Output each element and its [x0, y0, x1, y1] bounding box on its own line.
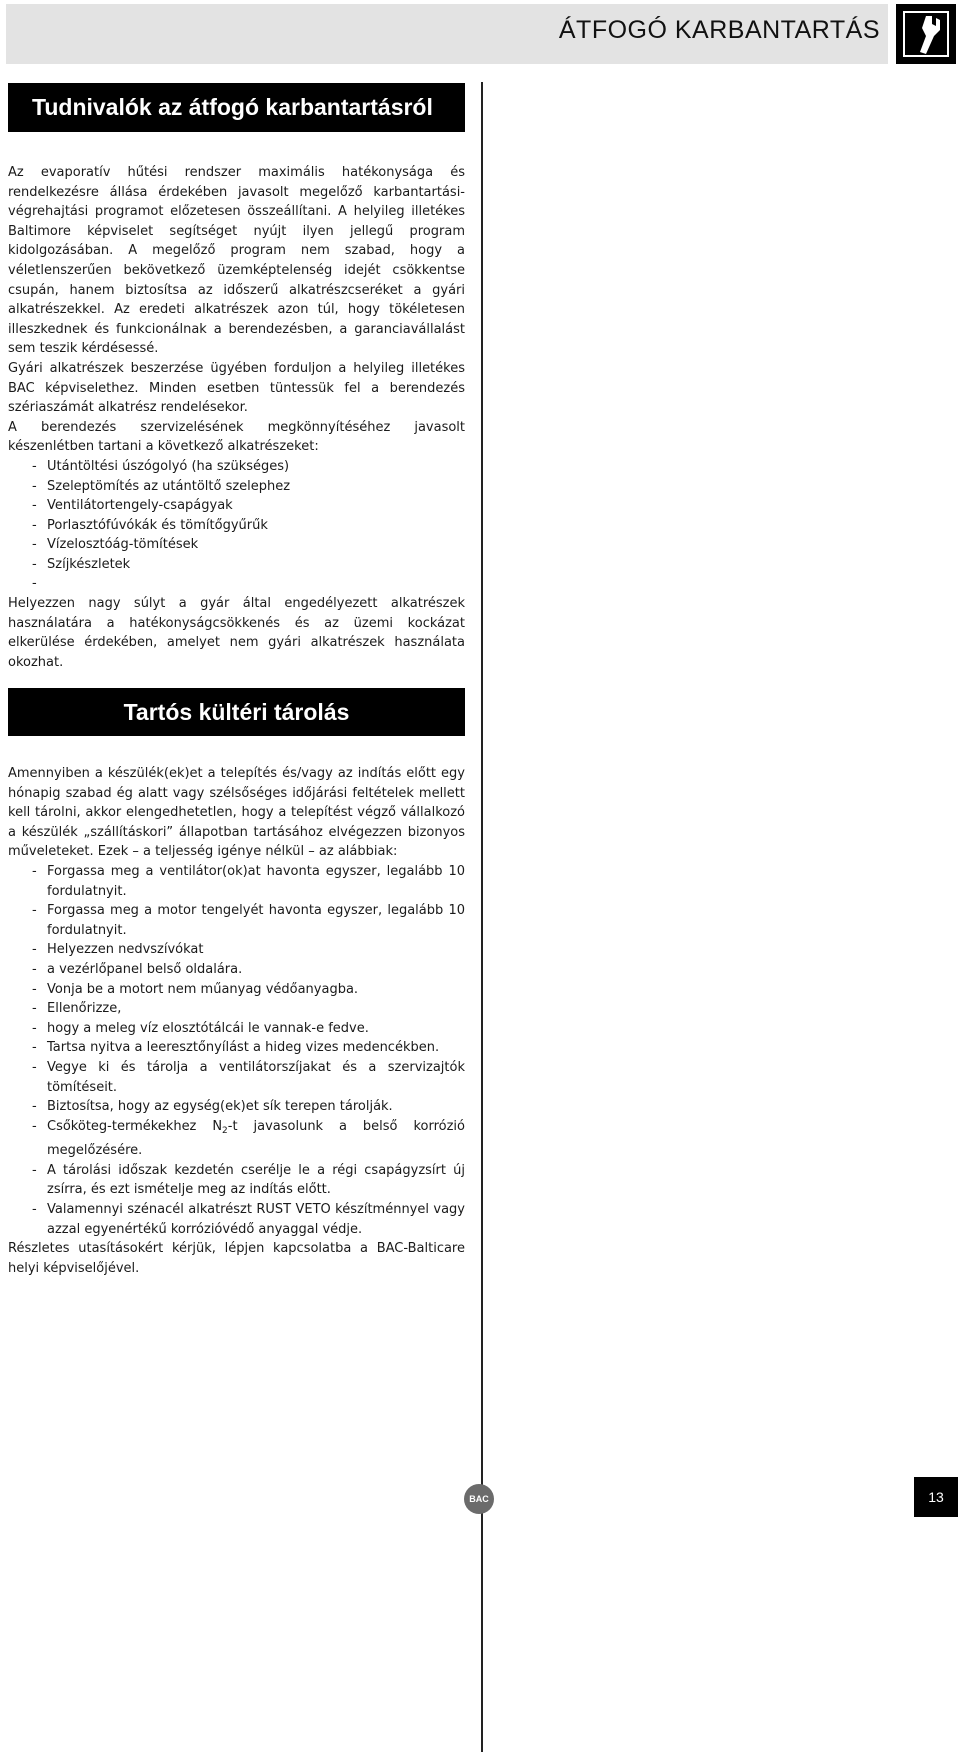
- list-item: - Forgassa meg a motor tengelyét havonta egyszer, legalább 10 fordulatnyit.: [8, 901, 465, 940]
- storage-section-body: [8, 764, 465, 1278]
- list-item: - Ellenőrizze,: [8, 999, 465, 1019]
- list-item: - Ventilátortengely-csapágyak: [8, 496, 465, 516]
- storage-paragraph-1: Amennyiben a készülék(ek)et a telepítés és/vagy az indítás előtt egy hónapig szabad ég alatt vagy szélsőséges időjárási feltételek mellett kell tárolni, akkor elengedhetetlen, hogy a telepítést végző vállalkozó a készülék „szállításkori” állapotban tartásához elvégezzen bizonyos műveleteket. Ezek – a teljesség igénye nélkül – az alábbiak:: [8, 766, 465, 860]
- list-item: - Forgassa meg a ventilátor(ok)at havonta egyszer, legalább 10 fordulatnyit.: [8, 862, 465, 901]
- maintenance-paragraph-4: Helyezzen nagy súlyt a gyár által engedélyezett alkatrészek használatára a hatékonyságcsökkenés és az üzemi kockázat elkerülése érdekében, amelyet nem gyári alkatrészek használata okozhat.: [8, 596, 465, 670]
- list-item: - hogy a meleg víz elosztótálcái le vannak-e fedve.: [8, 1019, 465, 1039]
- list-item: - Helyezzen nedvszívókat: [8, 940, 465, 960]
- list-item: - a vezérlőpanel belső oldalára.: [8, 960, 465, 980]
- list-item: - Utántöltési úszógolyó (ha szükséges): [8, 457, 465, 477]
- n2-item-subscript: 2: [222, 1125, 228, 1136]
- bac-logo: BAC: [464, 1484, 494, 1514]
- list-item: - Szíjkészletek: [8, 555, 465, 575]
- storage-paragraph-2: Részletes utasításokért kérjük, lépjen kapcsolatba a BAC-Balticare helyi képviselőjével.: [8, 1241, 465, 1276]
- maintenance-section-body: [8, 163, 465, 672]
- list-item: - A tárolási időszak kezdetén cserélje le a régi csapágyzsírt új zsírra, és ezt ismételje meg az indítás előtt.: [8, 1161, 465, 1200]
- list-item: [8, 1117, 465, 1161]
- wrench-hand-icon: [896, 4, 956, 64]
- maintenance-paragraph-1: Az evaporatív hűtési rendszer maximális hatékonysága és rendelkezésre állása érdekében javasolt megelőző karbantartási-végrehajtási programot előzetesen összeállítani. A helyileg illetékes Baltimore képviselet segítséget nyújt ilyen jellegű program kidolgozásában. A megelőző program nem szabad, hogy a véletlenszerűen bekövetkező üzemképtelenség idejét csökkentse csupán, hanem biztosítsa az időszerű alkatrészcseréket a gyári alkatrészekkel. Az eredeti alkatrészek azon túl, hogy tökéletesen illeszkednek és funkcionálnak a berendezésben, a garanciavállalást sem teszik kérdésessé.: [8, 165, 465, 357]
- list-item: - Vonja be a motort nem műanyag védőanyagba.: [8, 980, 465, 1000]
- list-item: - Valamennyi szénacél alkatrészt RUST VETO készítménnyel vagy azzal egyenértékű korrózióvédő anyaggal védje.: [8, 1200, 465, 1239]
- list-item: - Szeleptömítés az utántöltő szelephez: [8, 477, 465, 497]
- section-heading-outdoor-storage: Tartós kültéri tárolás: [8, 688, 465, 736]
- section-heading-maintenance: Tudnivalók az átfogó karbantartásról: [8, 83, 465, 132]
- n2-item-before: Csőköteg-termékekhez N: [47, 1118, 223, 1134]
- header-bar: [6, 4, 888, 64]
- maintenance-paragraph-3: A berendezés szervizelésének megkönnyítéséhez javasolt készenlétben tartani a következő alkatrészeket:: [8, 419, 465, 455]
- list-item: - Tartsa nyitva a leeresztőnyílást a hideg vizes medencékben.: [8, 1038, 465, 1058]
- storage-steps-list: [8, 862, 465, 1239]
- list-item: - Porlasztófúvókák és tömítőgyűrűk: [8, 516, 465, 536]
- page-header-title: ÁTFOGÓ KARBANTARTÁS: [558, 16, 880, 44]
- list-item: - Biztosítsa, hogy az egység(ek)et sík terepen tárolják.: [8, 1097, 465, 1117]
- list-item: - Vegye ki és tárolja a ventilátorszíjakat és a szervizajtók tömítéseit.: [8, 1058, 465, 1097]
- maintenance-paragraph-2: Gyári alkatrészek beszerzése ügyében forduljon a helyileg illetékes BAC képviselethez. Minden esetben tüntessük fel a berendezés szériaszámát alkatrész rendelésekor.: [8, 360, 465, 416]
- list-item: - Vízelosztóág-tömítések: [8, 535, 465, 555]
- n2-item-after: -t javasolunk a belső korrózió megelőzésére.: [47, 1118, 465, 1159]
- list-item: [8, 574, 465, 594]
- page-number: 13: [914, 1477, 958, 1517]
- spare-parts-list: [8, 457, 465, 594]
